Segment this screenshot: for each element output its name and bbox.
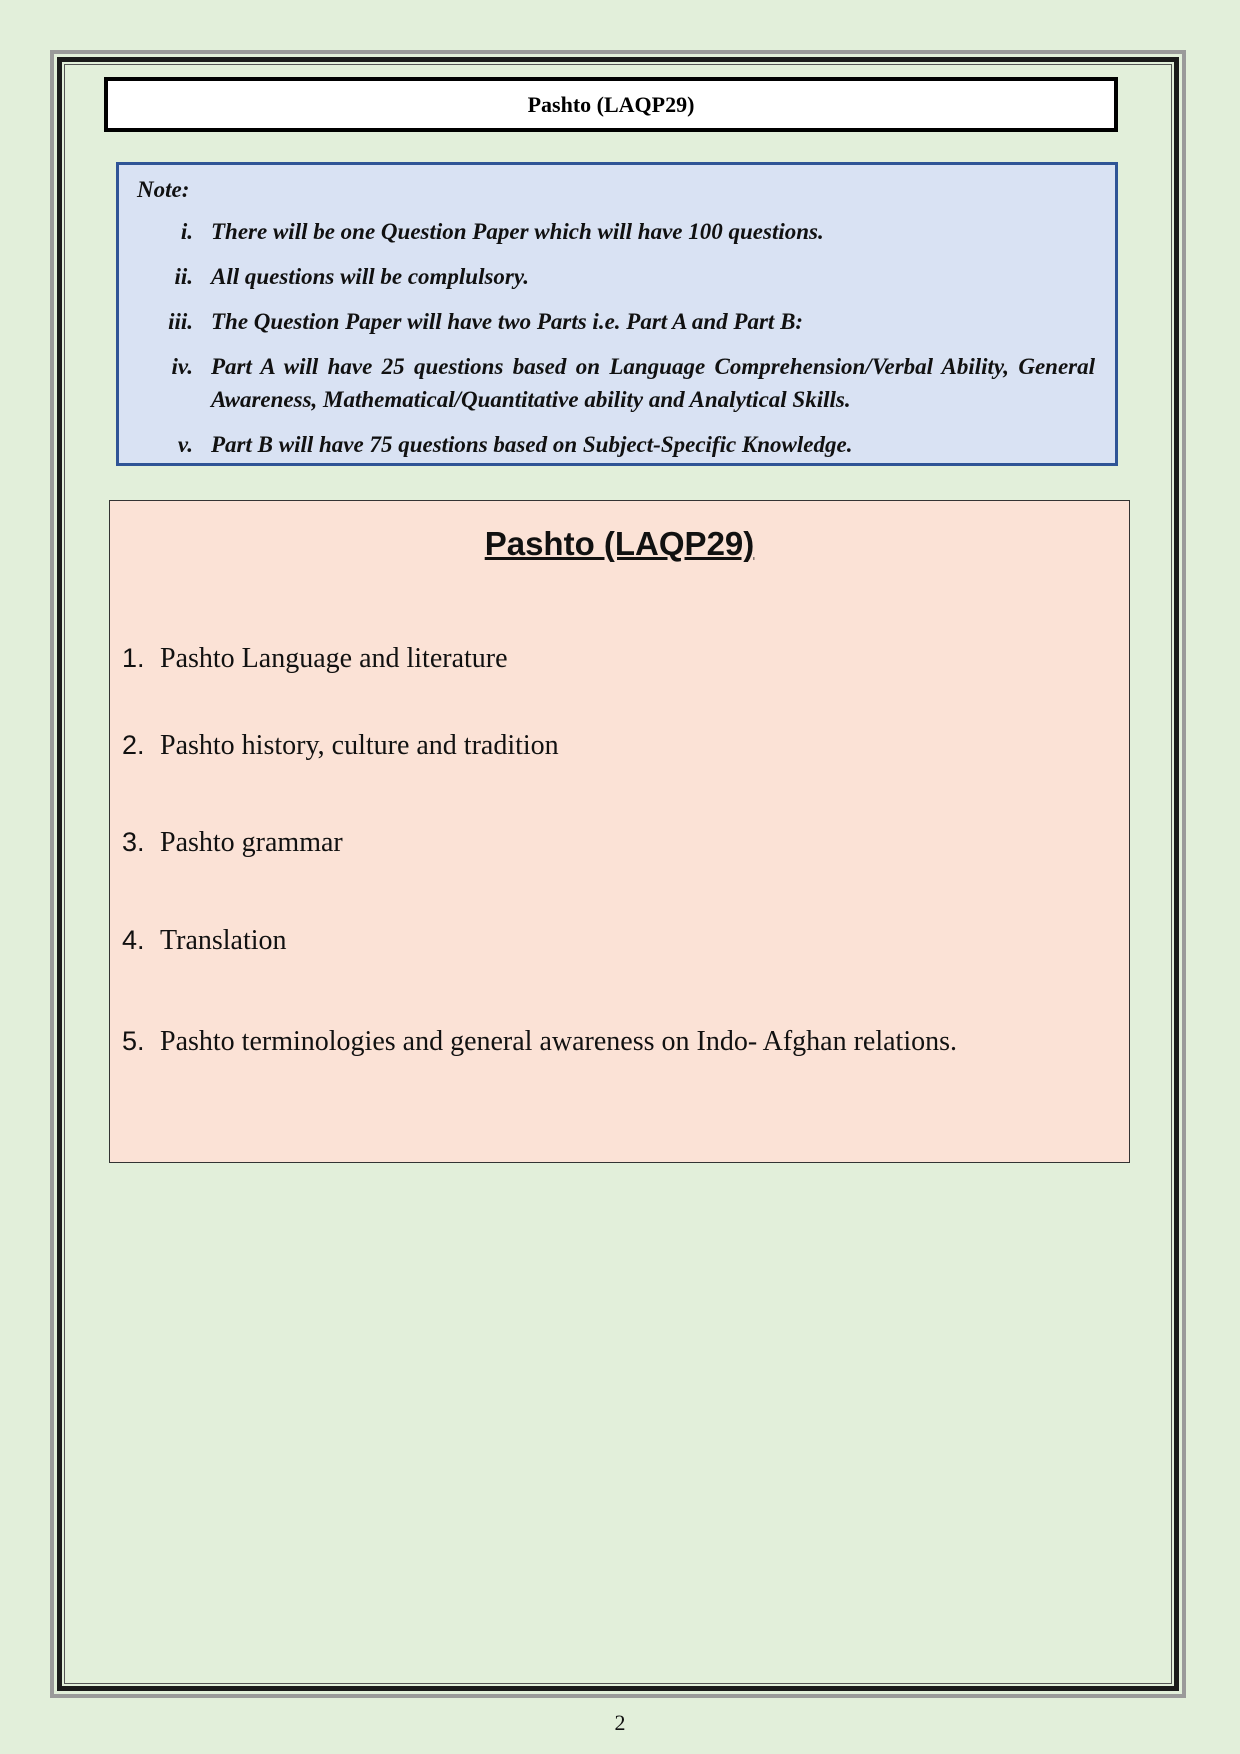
note-item-text: All questions will be complulsory. [211,264,529,289]
syllabus-topic [122,827,343,859]
note-item-number: iii. [168,309,193,334]
note-item-text: Part B will have 75 questions based on Subject-Specific Knowledge. [211,432,853,457]
topic-number: 1. [122,643,145,673]
note-item-number: iv. [171,354,193,379]
topic-text: Pashto Language and literature [160,643,508,674]
page-title-text: Pashto (LAQP29) [527,91,695,117]
note-item-text: The Question Paper will have two Parts i.e. Part A and Part B: [211,309,804,334]
topic-number: 5. [122,1026,145,1056]
note-label: Note: [137,177,190,202]
note-item-number: ii. [174,264,193,289]
syllabus-box [109,500,1130,1163]
topic-number: 3. [122,827,145,857]
note-box [116,162,1118,466]
note-item [137,350,1095,416]
topic-text: Translation [160,925,287,956]
syllabus-topic [122,730,559,762]
note-item [137,260,1095,293]
topic-number: 4. [122,925,145,955]
page-number: 2 [614,1710,626,1735]
note-item-text: There will be one Question Paper which will have 100 questions. [211,219,824,244]
note-item-number: i. [180,219,193,244]
syllabus-title: Pashto (LAQP29) [484,525,755,562]
topic-text: Pashto history, culture and tradition [160,730,559,761]
note-item [137,305,1095,338]
note-item-text: Part A will have 25 questions based on Language Comprehension/Verbal Ability, General Awareness, Mathematical/Quantitative ability and Analytical Skills. [211,354,1095,412]
page-title [104,77,1118,132]
note-item [137,428,1095,461]
topic-text: Pashto grammar [160,827,343,858]
syllabus-topic [122,925,287,957]
note-item-number: v. [177,432,193,457]
note-item [137,215,1095,248]
syllabus-topic [122,643,508,675]
topic-text: Pashto terminologies and general awareness on Indo- Afghan relations. [160,1026,958,1057]
syllabus-topic [122,1026,957,1058]
topic-number: 2. [122,730,145,760]
